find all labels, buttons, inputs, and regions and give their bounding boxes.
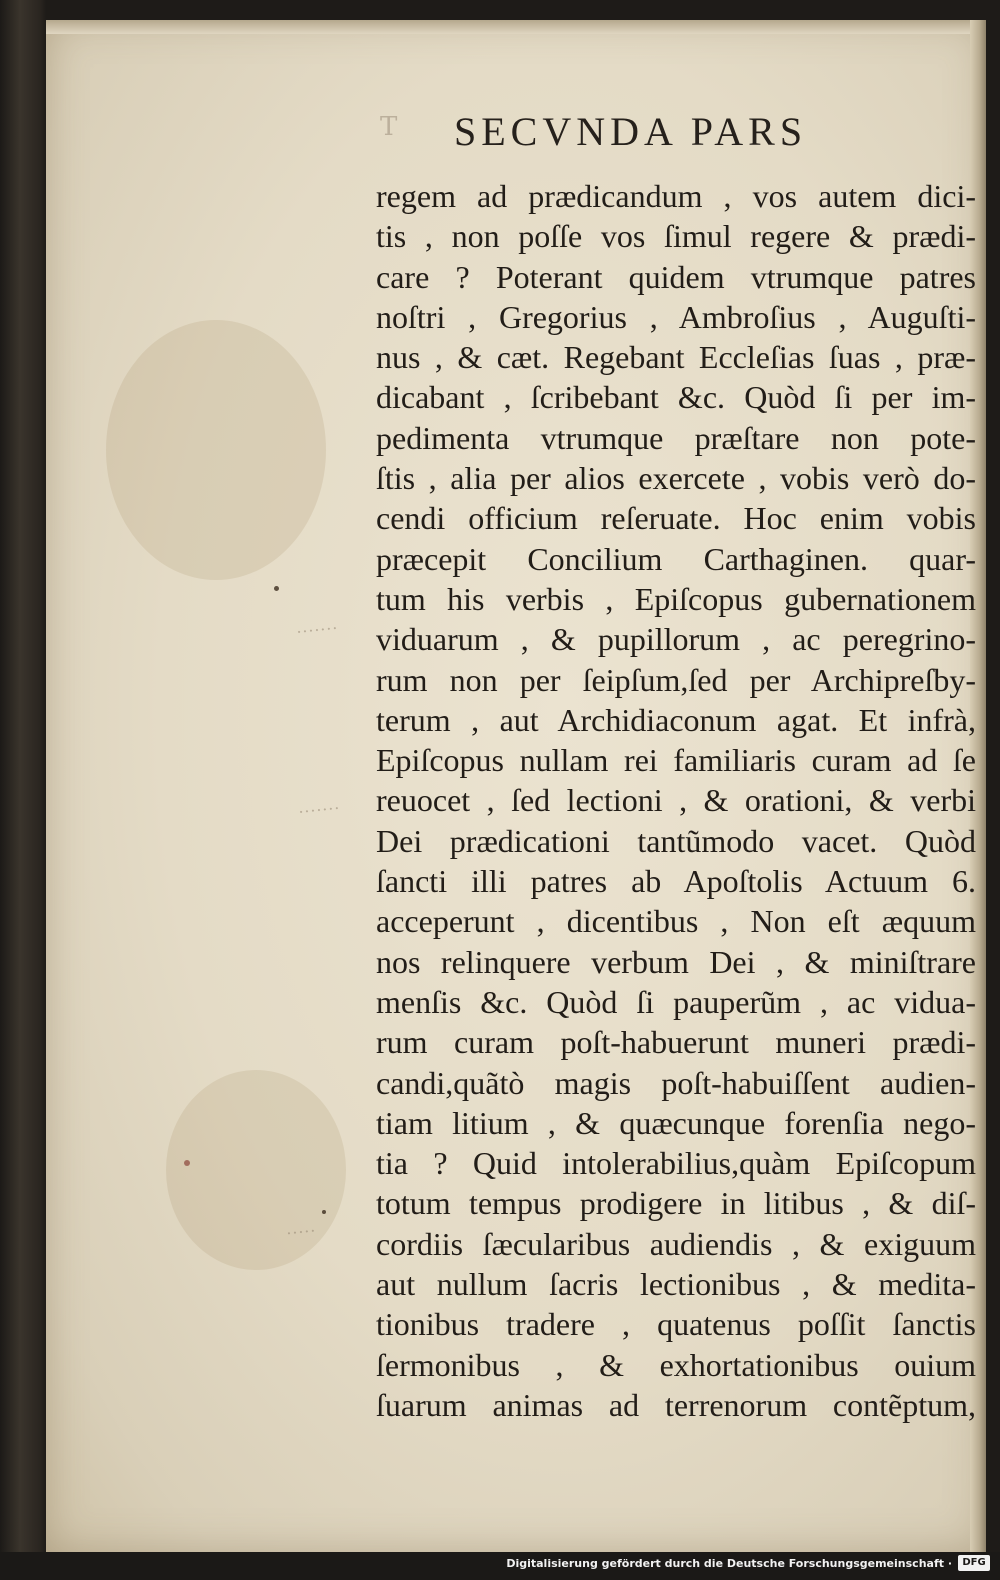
text-line: noſtri , Gregorius , Ambroſius , Auguſti- xyxy=(376,298,976,335)
text-line: aut nullum ſacris lectionibus , & medita- xyxy=(376,1266,976,1303)
text-line: tum his verbis , Epiſcopus gubernationem xyxy=(376,580,976,617)
show-through-marginal-note: ····· xyxy=(284,1220,317,1244)
show-through-marginal-note: ······· xyxy=(297,797,341,823)
text-line: care ? Poterant quidem vtrumque patres xyxy=(376,258,976,295)
text-line: nos relinquere verbum Dei , & miniſtrare xyxy=(376,943,976,980)
text-line: menſis &c. Quòd ſi pauperũm , ac vidua- xyxy=(376,983,976,1020)
page-top-edge xyxy=(46,20,986,34)
page-header xyxy=(46,108,986,168)
text-line: tis , non poſſe vos ſimul regere & prædi- xyxy=(376,218,976,255)
text-line: Epiſcopus nullam rei familiaris curam ad ſe xyxy=(376,742,976,779)
funding-credit: Digitalisierung gefördert durch die Deutsche Forschungsgemeinschaft · xyxy=(506,1557,952,1570)
paper-stain xyxy=(106,320,326,580)
text-line: nus , & cæt. Regebant Eccleſias ſuas , præ- xyxy=(376,339,976,376)
show-through-letter: T xyxy=(380,112,402,142)
text-line: ſancti illi patres ab Apoſtolis Actuum 6. xyxy=(376,863,976,900)
text-line: acceperunt , dicentibus , Non eſt æquum xyxy=(376,903,976,940)
text-line: tionibus tradere , quatenus poſſit ſanctis xyxy=(376,1306,976,1343)
text-line: rum non per ſeipſum,ſed per Archipreſby- xyxy=(376,661,976,698)
text-line: ſtis , alia per alios exercete , vobis verò do- xyxy=(376,460,976,497)
text-line: cordiis ſæcularibus audiendis , & exiguum xyxy=(376,1225,976,1262)
text-line: reuocet , ſed lectioni , & orationi, & verbi xyxy=(376,782,976,819)
dfg-logo: DFG xyxy=(958,1555,990,1571)
ink-spot xyxy=(274,586,279,591)
text-line: terum , aut Archidiaconum agat. Et infrà, xyxy=(376,701,976,738)
text-line: ſuarum animas ad terrenorum contẽptum, xyxy=(376,1386,976,1423)
text-line: totum tempus prodigere in litibus , & diſ- xyxy=(376,1185,976,1222)
body-text xyxy=(376,176,976,1425)
ink-spot xyxy=(184,1160,190,1166)
text-line: dicabant , ſcribebant &c. Quòd ſi per im- xyxy=(376,379,976,416)
text-line: regem ad prædicandum , vos autem dici- xyxy=(376,178,976,214)
paper-stain xyxy=(166,1070,346,1270)
show-through-marginal-note: ······· xyxy=(295,617,339,643)
text-line: præcepit Concilium Carthaginen. quar- xyxy=(376,540,976,577)
running-header: SECVNDA PARS xyxy=(454,109,808,154)
text-line: tia ? Quid intolerabilius,quàm Epiſcopum xyxy=(376,1145,976,1182)
ink-spot xyxy=(322,1210,326,1214)
book-page xyxy=(46,20,986,1552)
text-line: cendi officium reſeruate. Hoc enim vobis xyxy=(376,500,976,537)
text-line: ſermonibus , & exhortationibus ouium xyxy=(376,1346,976,1383)
text-line: pedimenta vtrumque præſtare non pote- xyxy=(376,419,976,456)
text-line: viduarum , & pupillorum , ac peregrino- xyxy=(376,621,976,658)
text-line: tiam litium , & quæcunque forenſia nego- xyxy=(376,1104,976,1141)
text-line: rum curam poſt-habuerunt muneri prædi- xyxy=(376,1024,976,1061)
text-line: candi,quãtò magis poſt-habuiſſent audien- xyxy=(376,1064,976,1101)
text-line: Dei prædicationi tantũmodo vacet. Quòd xyxy=(376,822,976,859)
